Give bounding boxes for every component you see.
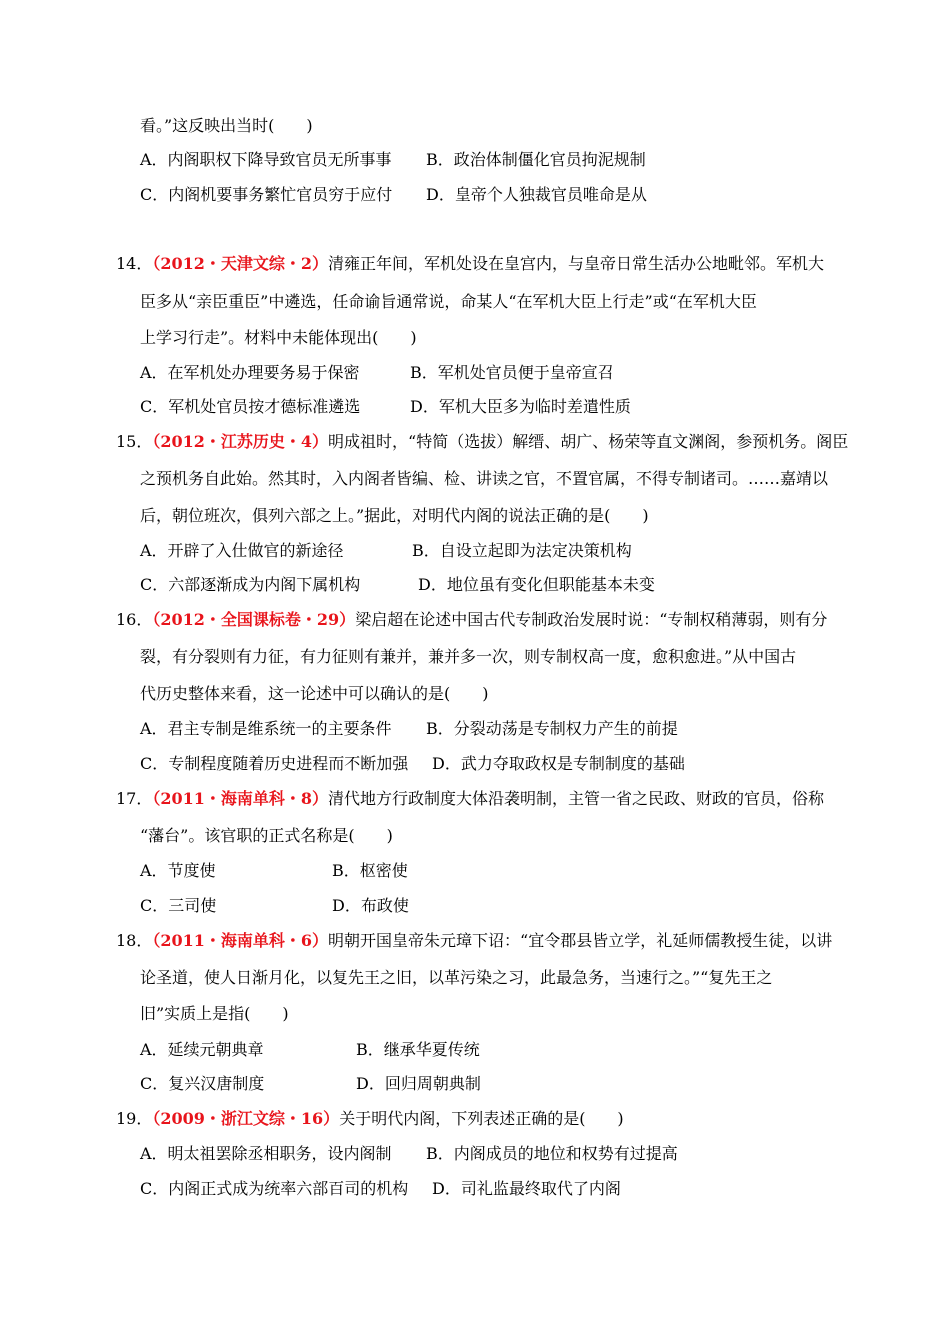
q15-option-a: A．开辟了入仕做官的新途径 [140,541,344,560]
q15-stem-line2: 之预机务自此始。然其时，入内阁者皆编、检、讲读之官，不置官属，不得专制诸司。……嘉靖以 [140,469,829,488]
q15-source: （2012・江苏历史・4） [152,432,329,451]
q16-option-c: C．专制程度随着历史进程而不断加强 [140,754,409,773]
q17-first-line [116,789,824,809]
q18-source: （2011・海南单科・6） [152,931,329,950]
q17-option-a: A．节度使 [140,861,216,880]
q15-option-b: B．自设立起即为法定决策机构 [412,541,632,560]
q17-option-b: B．枢密使 [332,861,408,880]
q18-option-b: B．继承华夏传统 [356,1040,480,1059]
q14-option-b: B．军机处官员便于皇帝宣召 [410,363,614,382]
q14-option-c: C．军机处官员按才德标准遴选 [140,397,361,416]
q18-stem-line1: 明朝开国皇帝朱元璋下诏：“宜令郡县皆立学，礼延师儒教授生徒，以讲 [328,931,833,950]
q17-option-c: C．三司使 [140,896,217,915]
q15-first-line [116,432,848,452]
q16-stem-line2: 裂，有分裂则有力征，有力征则有兼并，兼并多一次，则专制权高一度，愈积愈进。”从中国古 [140,647,797,666]
q14-stem-line3: 上学习行走”。材料中未能体现出( ) [140,328,417,347]
q16-option-d: D．武力夺取政权是专制制度的基础 [432,754,685,773]
q18-stem-line2: 论圣道，使人日渐月化，以复先王之旧，以革污染之习，此最急务，当速行之。”“复先王之 [140,968,773,987]
q15-number: 15． [116,432,153,451]
q17-option-d: D．布政使 [332,896,409,915]
q17-number: 17． [116,789,153,808]
q16-first-line [116,610,827,630]
q16-option-a: A．君主专制是维系统一的主要条件 [140,719,392,738]
q13-option-c: C．内阁机要事务繁忙官员穷于应付 [140,185,393,204]
q13-option-a: A．内阁职权下降导致官员无所事事 [140,150,392,169]
q14-option-a: A．在军机处办理要务易于保密 [140,363,360,382]
q14-stem-line1: 清雍正年间，军机处设在皇宫内，与皇帝日常生活办公地毗邻。军机大 [328,254,825,273]
q19-option-d: D．司礼监最终取代了内阁 [432,1179,621,1198]
q14-number: 14． [116,254,153,273]
q17-source: （2011・海南单科・8） [152,789,329,808]
q15-option-d: D．地位虽有变化但职能基本未变 [418,575,655,594]
q16-number: 16． [116,610,153,629]
q19-number: 19． [116,1109,153,1128]
q14-stem-line2: 臣多从“亲臣重臣”中遴选，任命谕旨通常说，命某人“在军机大臣上行走”或“在军机大臣 [140,292,757,311]
q14-option-d: D．军机大臣多为临时差遣性质 [410,397,631,416]
q15-option-c: C．六部逐渐成为内阁下属机构 [140,575,361,594]
q19-first-line [116,1109,624,1129]
q14-source: （2012・天津文综・2） [152,254,329,273]
q15-stem-line1: 明成祖时，“特简（选拔）解缙、胡广、杨荣等直文渊阁，参预机务。阁臣 [328,432,849,451]
q17-stem-line2: “藩台”。该官职的正式名称是( ) [140,826,393,845]
q14-first-line [116,254,824,274]
q17-stem-line1: 清代地方行政制度大体沿袭明制，主管一省之民政、财政的官员，俗称 [328,789,825,808]
q18-first-line [116,931,832,951]
q19-source: （2009・浙江文综・16） [152,1109,340,1128]
q18-stem-line3: 旧”实质上是指( ) [140,1004,289,1023]
q16-stem-line1: 梁启超在论述中国古代专制政治发展时说：“专制权稍薄弱，则有分 [355,610,828,629]
q18-number: 18． [116,931,153,950]
q13-stem-tail: 看。”这反映出当时( ) [140,116,313,135]
q19-stem-line1: 关于明代内阁，下列表述正确的是( ) [339,1109,624,1128]
q15-stem-line3: 后，朝位班次，俱列六部之上。”据此，对明代内阁的说法正确的是( ) [140,506,649,525]
q19-option-c: C．内阁正式成为统率六部百司的机构 [140,1179,409,1198]
q18-option-c: C．复兴汉唐制度 [140,1074,265,1093]
q13-option-d: D．皇帝个人独裁官员唯命是从 [426,185,647,204]
q18-option-d: D．回归周朝典制 [356,1074,481,1093]
q16-source: （2012・全国课标卷・29） [152,610,356,629]
q18-option-a: A．延续元朝典章 [140,1040,264,1059]
q19-option-a: A．明太祖罢除丞相职务，设内阁制 [140,1144,392,1163]
q13-option-b: B．政治体制僵化官员拘泥规制 [426,150,646,169]
q16-stem-line3: 代历史整体来看，这一论述中可以确认的是( ) [140,684,489,703]
q16-option-b: B．分裂动荡是专制权力产生的前提 [426,719,678,738]
q19-option-b: B．内阁成员的地位和权势有过提高 [426,1144,678,1163]
